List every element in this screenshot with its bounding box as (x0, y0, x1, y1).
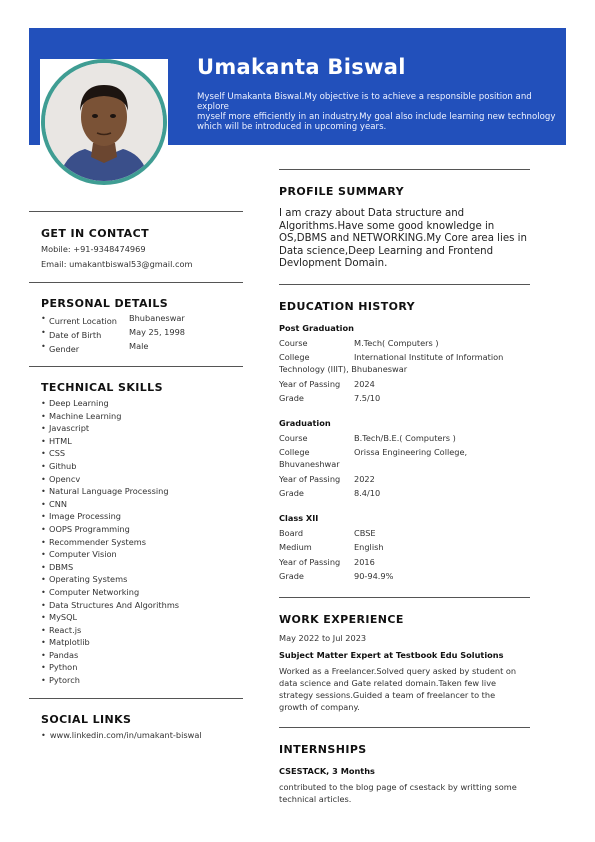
education-class-xii (279, 513, 539, 585)
personal-value: May 25, 1998 (129, 327, 185, 337)
personal-details-list (41, 313, 241, 355)
divider (279, 169, 530, 170)
personal-label: Gender (49, 344, 80, 354)
skill-item: • Opencv (41, 473, 179, 486)
skill-item: • Pandas (41, 649, 179, 662)
summary-line: Data science,Deep Learning and Frontend (279, 245, 494, 257)
education-level: Graduation (279, 418, 331, 428)
education-row (279, 364, 539, 378)
internships-heading: INTERNSHIPS (279, 743, 367, 756)
skill-item: • DBMS (41, 561, 179, 574)
profile-photo (45, 63, 163, 181)
education-graduation (279, 418, 539, 502)
edu-label: Medium (279, 542, 312, 553)
summary-line: I am crazy about Data structure and (279, 208, 465, 219)
skill-item: • React.js (41, 624, 179, 637)
edu-value-cont: Technology (IIIT), Bhubaneswar (279, 364, 408, 375)
work-line: strategy sessions.Guided a team of freelancer to the (279, 690, 496, 700)
profile-summary-text (279, 208, 539, 271)
skill-item: • Image Processing (41, 510, 179, 523)
contact-mobile: Mobile: +91-9348474969 (41, 244, 146, 254)
skill-item: • Pytorch (41, 674, 179, 687)
edu-label: Grade (279, 570, 304, 581)
profile-heading: PROFILE SUMMARY (279, 185, 404, 198)
edu-value: Orissa Engineering College, (354, 447, 468, 458)
education-row (279, 488, 539, 502)
bullet-icon: • (41, 730, 46, 740)
skill-item: • Natural Language Processing (41, 485, 179, 498)
edu-label: Year of Passing (279, 473, 341, 484)
skill-item: • Javascript (41, 422, 179, 435)
candidate-name: Umakanta Biswal (197, 55, 406, 79)
bullet-icon: • (41, 341, 46, 351)
skill-item: • Recommender Systems (41, 536, 179, 549)
education-row (279, 433, 539, 447)
skill-item: • Data Structures And Algorithms (41, 599, 179, 612)
internship-description (279, 781, 539, 805)
edu-label: Grade (279, 392, 304, 403)
divider (29, 366, 243, 367)
edu-label: Board (279, 528, 304, 538)
skill-item: • Deep Learning (41, 397, 179, 410)
divider (29, 211, 243, 212)
personal-row (41, 313, 241, 327)
edu-value: 8.4/10 (354, 487, 381, 498)
objective-line: myself more efficiently in an industry.My goal also include learning new technology (197, 112, 556, 122)
edu-value: 2024 (354, 378, 375, 389)
skill-item: • Machine Learning (41, 410, 179, 423)
personal-value: Male (129, 341, 149, 351)
work-line: Worked as a Freelancer.Solved query asked by student on (279, 666, 517, 676)
education-level: Class XII (279, 513, 319, 523)
social-link-item[interactable] (41, 730, 202, 740)
edu-value: B.Tech/B.E.( Computers ) (354, 433, 456, 443)
skill-item: • CSS (41, 447, 179, 460)
edu-value: CBSE (354, 528, 376, 538)
edu-value: 7.5/10 (354, 392, 381, 403)
education-post-graduation (279, 323, 539, 407)
edu-label: College (279, 447, 310, 458)
skill-item: • CNN (41, 498, 179, 511)
edu-label: College (279, 352, 310, 363)
skill-item: • Github (41, 460, 179, 473)
skill-item: • MySQL (41, 611, 179, 624)
social-heading: SOCIAL LINKS (41, 713, 132, 726)
edu-value: 90-94.9% (354, 570, 394, 581)
education-row (279, 542, 539, 556)
education-row (279, 447, 539, 459)
work-dates: May 2022 to Jul 2023 (279, 633, 367, 643)
summary-line: OS,DBMS and NETWORKING.My Core area lies in (279, 233, 527, 245)
work-line: data science and Gate related domain.Taken few live (279, 678, 497, 688)
personal-label: Date of Birth (49, 330, 102, 340)
edu-value: M.Tech( Computers ) (354, 338, 439, 348)
education-row (279, 571, 539, 585)
work-description (279, 665, 539, 713)
skill-item: • HTML (41, 435, 179, 448)
skill-item: • Operating Systems (41, 573, 179, 586)
edu-value: 2016 (354, 556, 375, 567)
person-portrait-icon (45, 63, 163, 181)
edu-label: Year of Passing (279, 378, 341, 389)
work-heading: WORK EXPERIENCE (279, 613, 404, 626)
work-line: growth of company. (279, 702, 360, 712)
edu-label: Grade (279, 487, 304, 498)
personal-row (41, 341, 241, 355)
skills-heading: TECHNICAL SKILLS (41, 381, 163, 394)
internship-line: contributed to the blog page of csestack by writting some (279, 782, 517, 792)
skill-item: • Computer Vision (41, 548, 179, 561)
linkedin-link[interactable]: www.linkedin.com/in/umakant-biswal (49, 730, 202, 740)
edu-label: Course (279, 338, 308, 348)
divider (29, 698, 243, 699)
work-role: Subject Matter Expert at Testbook Edu Solutions (279, 650, 504, 660)
education-row (279, 393, 539, 407)
personal-label: Current Location (49, 316, 117, 326)
skill-item: • Matplotlib (41, 636, 179, 649)
personal-heading: PERSONAL DETAILS (41, 297, 169, 310)
summary-line: Algorithms.Have some good knowledge in (279, 220, 495, 232)
edu-value: English (354, 542, 384, 553)
divider (279, 284, 530, 285)
edu-label: Course (279, 433, 308, 443)
profile-photo-frame (41, 59, 167, 185)
edu-value: International Institute of Information (354, 352, 504, 363)
edu-value-cont: Bhuvaneshwar (279, 459, 340, 470)
divider (279, 597, 530, 598)
contact-email[interactable]: Email: umakantbiswal53@gmail.com (41, 259, 193, 269)
edu-value: 2022 (354, 473, 375, 484)
skill-item: • Python (41, 661, 179, 674)
personal-value: Bhubaneswar (129, 313, 185, 323)
education-level: Post Graduation (279, 323, 354, 333)
objective-line: which will be introduced in upcoming years. (197, 122, 387, 132)
objective-line: Myself Umakanta Biswal.My objective is to achieve a responsible position and explore (197, 92, 532, 112)
bullet-icon: • (41, 327, 46, 337)
divider (29, 282, 243, 283)
skills-list (41, 397, 179, 687)
bullet-icon: • (41, 313, 46, 323)
skill-item: • OOPS Programming (41, 523, 179, 536)
education-row (279, 459, 539, 473)
education-heading: EDUCATION HISTORY (279, 300, 416, 313)
skill-item: • Computer Networking (41, 586, 179, 599)
divider (279, 727, 530, 728)
edu-label: Year of Passing (279, 556, 341, 567)
objective-text (197, 92, 557, 132)
internship-line: technical articles. (279, 794, 352, 804)
contact-heading: GET IN CONTACT (41, 227, 149, 240)
summary-line: Devlopment Domain. (279, 258, 388, 270)
education-row (279, 528, 539, 542)
personal-row (41, 327, 241, 341)
education-row (279, 352, 539, 364)
education-row (279, 379, 539, 393)
education-row (279, 557, 539, 571)
education-row (279, 338, 539, 352)
internship-org: CSESTACK, 3 Months (279, 766, 375, 776)
education-row (279, 474, 539, 488)
